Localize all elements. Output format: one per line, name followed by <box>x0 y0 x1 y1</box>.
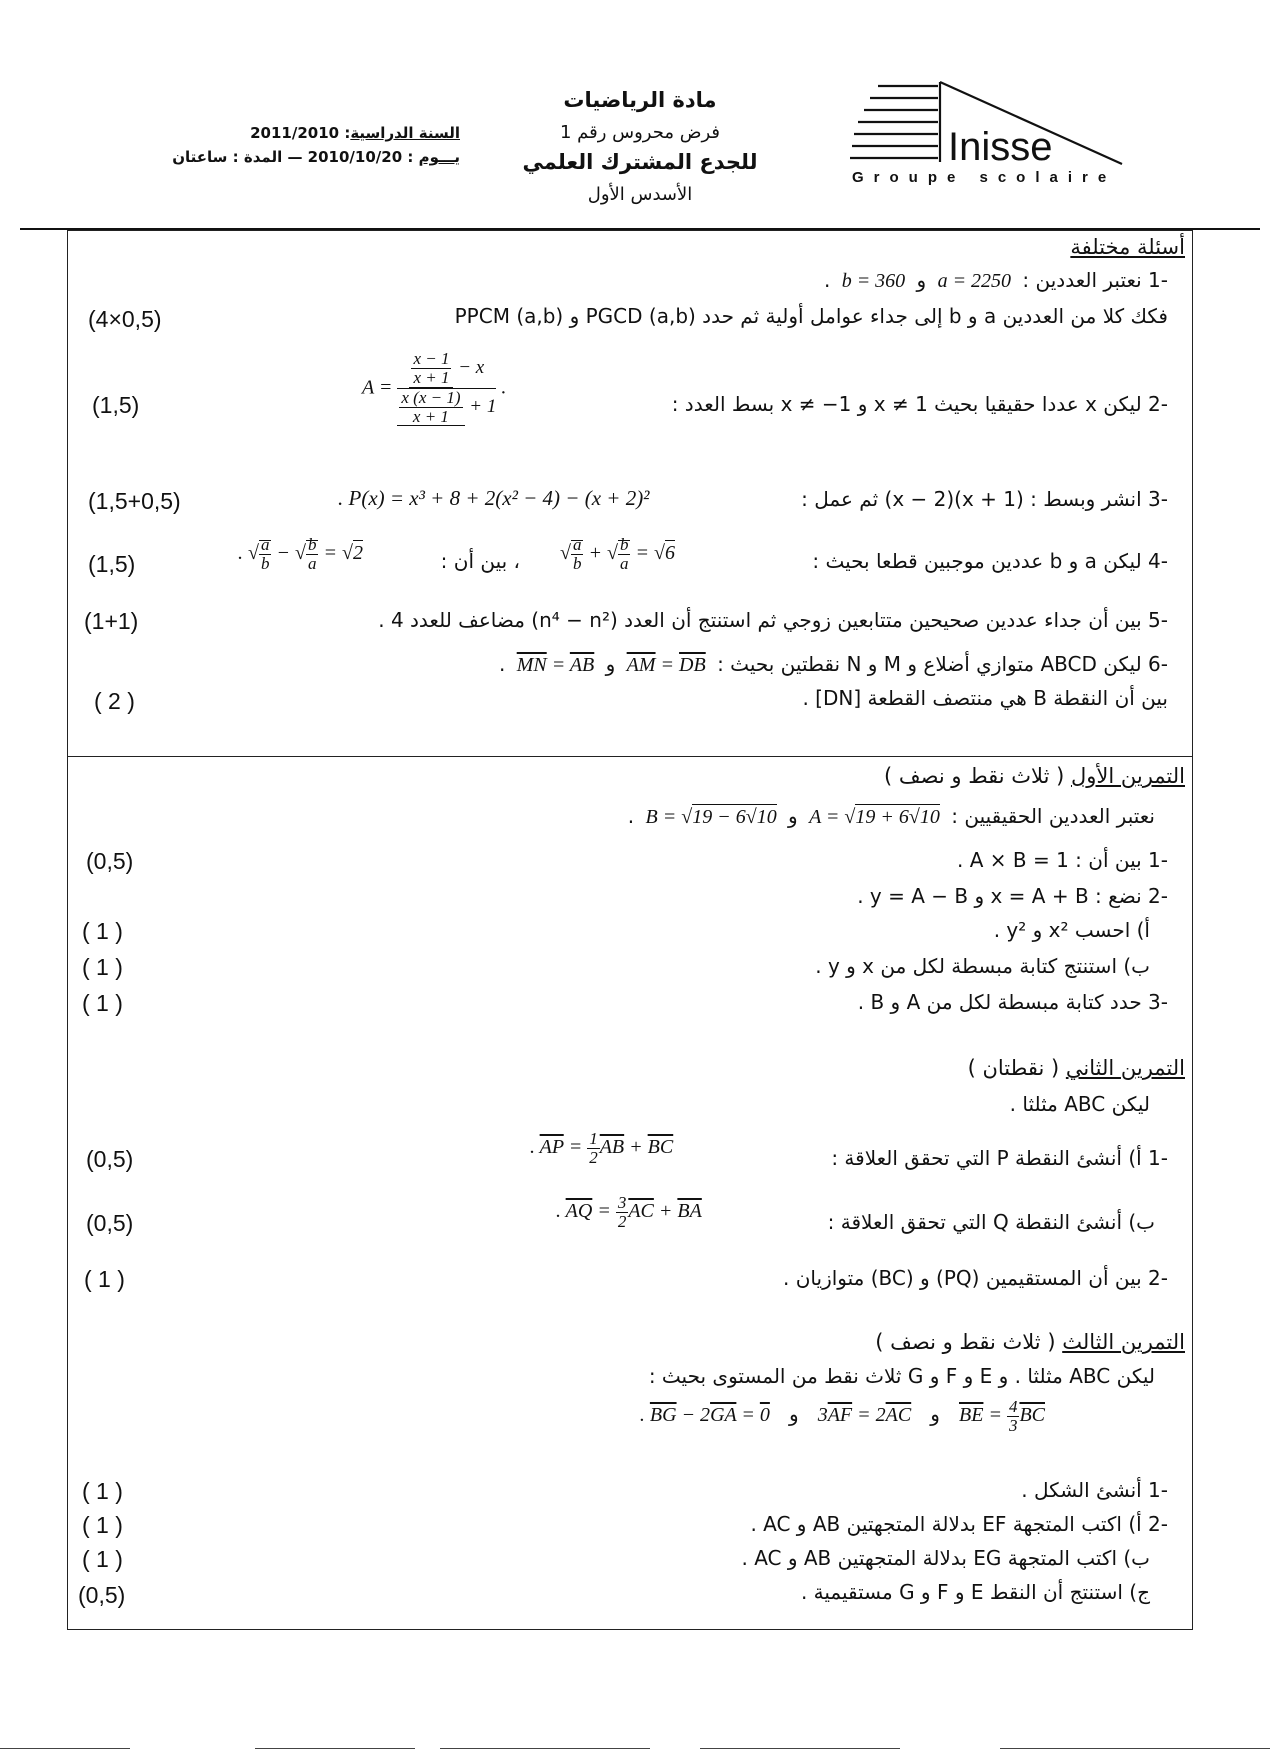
ex1-intro: نعتبر العددين الحقيقيين : A = √19 + 6√10 و B = √19 − 6√10 . <box>627 804 1155 828</box>
misc-q3-points: (1,5+0,5) <box>88 488 181 514</box>
misc-q4-show: ، بين أن : <box>440 549 520 573</box>
day-label: يـــوم <box>418 148 460 166</box>
day-value: 2010/10/20 <box>307 148 403 166</box>
misc-q6-line2: بين أن النقطة B هي منتصف القطعة [DN] . <box>802 686 1168 710</box>
ex3-title: التمرين الثالث <box>1062 1330 1185 1354</box>
ex2-q1b-formula: . $\overline{AQ}$ = $\frac{3}{2}$ $\overline{AC} + \overline{BA}$ <box>556 1193 702 1231</box>
misc-q3-text: -3 انشر وبسط : (x + 1)(x − 2) ثم عمل : <box>801 487 1168 511</box>
misc-q4-points: (1,5) <box>88 551 136 577</box>
footer-rule <box>255 1748 415 1749</box>
ex2-q1a-formula: . $\overline{AP}$ = $\frac{1}{2}$ $\overline{AB} + \overline{BC}$ <box>530 1129 674 1167</box>
ex2-q1a: -1 أ) أنشئ النقطة P التي تحقق العلاقة : <box>831 1146 1168 1170</box>
ex1-q1: -1 بين أن : A × B = 1 . <box>957 848 1168 872</box>
misc-q4-result: . √ $\frac{a}{b}$ − √ $\frac{b}{a}$ = √2 <box>238 535 363 573</box>
misc-q1-points: (4×0,5) <box>88 306 162 332</box>
footer-rule <box>1000 1748 1270 1749</box>
misc-q4-given: √ $\frac{a}{b}$ + √ $\frac{b}{a}$ = √6 <box>560 535 675 573</box>
ex3-title-row <box>875 1330 1185 1354</box>
ex2-q2-points: ( 1 ) <box>84 1266 125 1292</box>
misc-q1-line2: فكك كلا من العددين a و b إلى جداء عوامل أولية ثم حدد PGCD (a,b) و PPCM (a,b) <box>454 304 1168 328</box>
ex1-q2b-points: ( 1 ) <box>82 954 123 980</box>
ex1-q2a: أ) احسب x² و y² . <box>993 918 1150 942</box>
ex1-q2: -2 نضع : x = A + B و y = A − B . <box>857 884 1168 908</box>
ex2-title-row <box>968 1056 1185 1080</box>
misc-q2-formula: A = $\frac{x - 1}{x + 1}$ − x $\frac{x (x - 1)}{x + 1}$ + 1 . <box>362 349 507 426</box>
logo-subtitle: Groupe scolaire <box>852 169 1117 186</box>
ex3-q2a-points: ( 1 ) <box>82 1512 123 1538</box>
header-year: السنة الدراسية: 2011/2010 <box>250 124 460 142</box>
ex1-q2a-points: ( 1 ) <box>82 918 123 944</box>
misc-q2-points: (1,5) <box>92 392 140 418</box>
ex2-q1a-points: (0,5) <box>86 1146 134 1172</box>
header-semester: الأسدس الأول <box>587 184 693 205</box>
year-label: السنة الدراسية <box>350 124 460 142</box>
misc-q5-points: (1+1) <box>84 608 139 634</box>
header-test: فرض محروس رقم 1 <box>559 122 721 143</box>
misc-q3-formula: . P(x) = x³ + 8 + 2(x² − 4) − (x + 2)² <box>338 486 650 510</box>
logo-wordmark: Inisse <box>948 125 1053 169</box>
ex3-q2a: -2 أ) اكتب المتجهة EF بدلالة المتجهتين AB و AC . <box>750 1512 1168 1536</box>
ex1-q3-points: ( 1 ) <box>82 990 123 1016</box>
ex2-q2: -2 بين أن المستقيمين (PQ) و (BC) متوازيان . <box>783 1266 1168 1290</box>
misc-q6-points: ( 2 ) <box>94 688 135 714</box>
header-subject: مادة الرياضيات <box>563 88 717 112</box>
ex1-q2b: ب) استنتج كتابة مبسطة لكل من x و y . <box>815 954 1150 978</box>
ex3-q1-points: ( 1 ) <box>82 1478 123 1504</box>
footer-rule <box>0 1748 130 1749</box>
ex1-title-row <box>884 764 1185 788</box>
misc-q1-line1: -1 نعتبر العددين : a = 2250 و b = 360 . <box>823 268 1168 292</box>
misc-q2-text: -2 ليكن x عددا حقيقيا بحيث x ≠ 1 و x ≠ −1 بسط العدد : <box>671 392 1168 416</box>
school-logo <box>850 78 1130 190</box>
ex1-title: التمرين الأول <box>1070 764 1185 788</box>
ex1-q1-points: (0,5) <box>86 848 134 874</box>
ex1-q3: -3 حدد كتابة مبسطة لكل من A و B . <box>857 990 1168 1014</box>
ex3-q2b-points: ( 1 ) <box>82 1546 123 1572</box>
misc-q4-text: -4 ليكن a و b عددين موجبين قطعا بحيث : <box>812 549 1168 573</box>
ex1-title-points: ( ثلاث نقط و نصف ) <box>884 764 1065 788</box>
ex2-title: التمرين الثاني <box>1065 1056 1185 1080</box>
ex2-intro: ليكن ABC مثلثا . <box>1009 1092 1150 1116</box>
footer-rule <box>700 1748 900 1749</box>
misc-q5-text: -5 بين أن جداء عددين صحيحين متتابعين زوجي ثم استنتج أن العدد (n⁴ − n²) مضاعف للعدد 4 . <box>378 608 1168 632</box>
ex3-q2c: ج) استنتج أن النقط E و F و G مستقيمية . <box>800 1580 1150 1604</box>
misc-q6-line1: -6 ليكن ABCD متوازي أضلاع و M و N نقطتين بحيث : $\overline{AM} = \overline{DB}$ و $\overline{MN} = \overline{AB}$ . <box>498 652 1168 676</box>
misc-title: أسئلة مختلفة <box>1070 235 1185 259</box>
header-level: للجدع المشترك العلمي <box>522 150 758 174</box>
ex3-conditions: $\overline{BE}$ = $\frac{4}{3}$ $\overline{BC}$ و $3\overline{AF} = 2\overline{AC}$ و . $\overline{BG} - 2\overline{GA} = 0$ <box>639 1397 1045 1435</box>
ex3-intro: ليكن ABC مثلثا . و E و F و G ثلاث نقط من المستوى بحيث : <box>648 1364 1155 1388</box>
duration: المدة : ساعتان <box>172 148 283 166</box>
ex2-q1b-points: (0,5) <box>86 1210 134 1236</box>
ex2-q1b: ب) أنشئ النقطة Q التي تحقق العلاقة : <box>827 1210 1155 1234</box>
ex2-title-points: ( نقطتان ) <box>967 1056 1060 1080</box>
ex3-q1: -1 أنشئ الشكل . <box>1021 1478 1168 1502</box>
footer-rule <box>440 1748 650 1749</box>
section-divider <box>67 756 1193 757</box>
ex3-title-points: ( ثلاث نقط و نصف ) <box>875 1330 1056 1354</box>
ex3-q2c-points: (0,5) <box>78 1582 126 1608</box>
year-value: 2011/2010 <box>250 124 340 142</box>
header-date: يـــوم : 2010/10/20 — المدة : ساعتان <box>172 148 460 166</box>
ex3-q2b: ب) اكتب المتجهة EG بدلالة المتجهتين AB و AC . <box>741 1546 1150 1570</box>
